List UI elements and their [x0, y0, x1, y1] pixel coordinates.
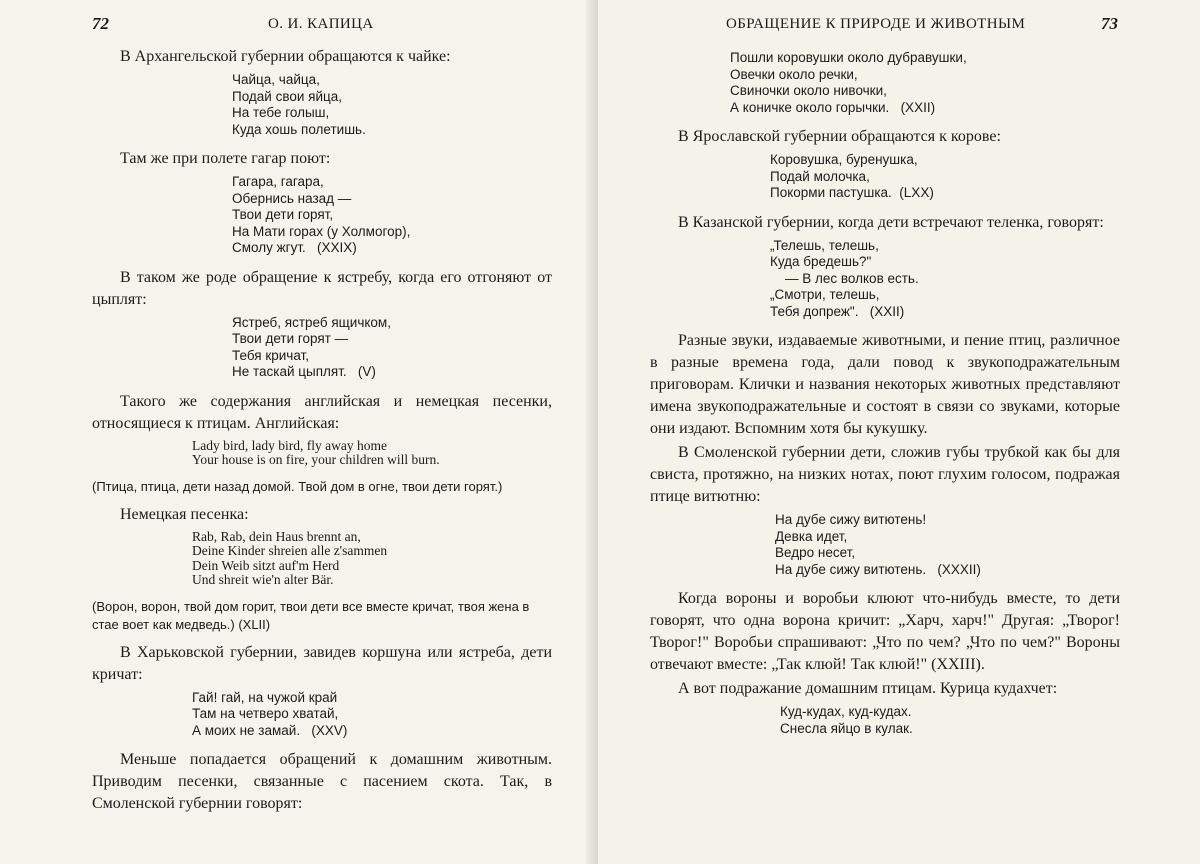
verse-line: Lady bird, lady bird, fly away home	[192, 437, 387, 453]
verse-line: На тебе голыш,	[232, 105, 330, 120]
verse-block	[770, 238, 1120, 321]
right-page	[598, 0, 1200, 864]
verse-block	[192, 439, 552, 468]
paragraph: В Харьковской губернии, завидев коршуна или ястреба, дети кричат:	[92, 643, 552, 683]
verse-line: Куда бредешь?"	[770, 254, 872, 269]
verse-line: Ястреб, ястреб ящичком,	[232, 314, 391, 330]
verse-line: Гагара, гагара,	[232, 174, 324, 189]
verse-block	[780, 704, 1120, 737]
running-head: ОБРАЩЕНИЕ К ПРИРОДЕ И ЖИВОТНЫМ	[726, 16, 1026, 32]
verse-block	[192, 690, 552, 740]
verse-line: Куда хошь полетишь.	[232, 121, 366, 137]
verse-line: „Телешь, телешь,	[770, 237, 879, 253]
paragraph: В Архангельской губернии обращаются к чайке:	[120, 48, 451, 65]
verse-line: На Мати горах (у Холмогор),	[232, 223, 411, 239]
verse-line: А коничке около горычки. (XXII)	[730, 99, 936, 115]
paragraph: А вот подражание домашним птицам. Курица кудахчет:	[678, 680, 1058, 697]
paragraph: Там же при полете гагар поют:	[120, 150, 331, 167]
verse-line: Und shreit wie'n alter Bär.	[192, 572, 334, 587]
verse-line: Ведро несет,	[775, 545, 856, 560]
page-body	[92, 46, 552, 817]
translation-note: (Ворон, ворон, твой дом горит, твои дети все вместе кричат, твоя жена в стае воет как медведь.) (XLII)	[92, 598, 530, 632]
verse-block	[232, 174, 552, 257]
verse-line: Куд-кудах, куд-кудах.	[780, 704, 912, 719]
paragraph: Когда вороны и воробьи клюют что-нибудь вместе, то дети говорят, что одна ворона кричит: „Харч, харч!" Другая: „Творог! Творог!" Воробьи спрашивают: „Что по чем? „Что по чем?" Вороны отвечают вместе: „Так клюй! Так клюй!" (XXIII).	[650, 590, 1120, 673]
verse-line: Снесла яйцо в кулак.	[780, 720, 913, 736]
verse-block	[232, 315, 552, 381]
page-body	[650, 46, 1120, 747]
verse-line: Your house is on fire, your children will burn.	[192, 452, 440, 467]
verse-line: — В лес волков есть.	[770, 270, 919, 286]
paragraph: Меньше попадается обращений к домашним животным. Приводим песенки, связанные с пасением скота. Так, в Смоленской губернии говорят:	[92, 751, 552, 812]
verse-line: Подай свои яйца,	[232, 88, 343, 104]
verse-line: „Смотри, телешь,	[770, 287, 880, 302]
paragraph: Такого же содержания английская и немецкая песенки, относящиеся к птицам. Английская:	[92, 392, 552, 432]
running-head: О. И. КАПИЦА	[268, 16, 374, 32]
verse-line: Пошли коровушки около дубравушки,	[730, 50, 967, 65]
verse-block	[770, 152, 1120, 202]
verse-line: Не таскай цыплят. (V)	[232, 364, 376, 379]
verse-line: Тебя кричат,	[232, 347, 309, 363]
paragraph: Немецкая песенка:	[120, 505, 249, 523]
verse-line: Овечки около речки,	[730, 66, 858, 82]
paragraph: В Казанской губернии, когда дети встречают теленка, говорят:	[678, 213, 1104, 231]
verse-line: Покорми пастушка. (LXX)	[770, 185, 934, 200]
paragraph: В таком же роде обращение к ястребу, когда его отгоняют от цыплят:	[92, 268, 552, 308]
verse-line: Девка идет,	[775, 528, 848, 544]
page-number: 72	[92, 14, 109, 33]
verse-block	[232, 72, 552, 138]
verse-line: Чайца, чайца,	[232, 72, 320, 87]
verse-block	[730, 50, 1120, 116]
page-number: 73	[1101, 14, 1118, 33]
verse-line: Гай! гай, на чужой край	[192, 689, 338, 705]
verse-line: Там на четверо хватай,	[192, 706, 339, 721]
verse-line: Deine Kinder shreien alle z'sammen	[192, 543, 388, 558]
verse-line: Подай молочка,	[770, 168, 870, 184]
verse-line: На дубе сижу витютень. (XXXII)	[775, 561, 981, 577]
left-page	[0, 0, 598, 864]
verse-line: Твои дети горят —	[232, 331, 349, 346]
verse-block	[775, 512, 1120, 578]
verse-line: Тебя допреж". (XXII)	[770, 303, 905, 319]
verse-block	[192, 530, 552, 588]
paragraph: В Смоленской губернии дети, сложив губы трубкой как бы для свиста, протяжно, на низких нотах, поют глухим голосом, подражая птице витютню:	[650, 444, 1120, 505]
paragraph: В Ярославской губернии обращаются к корове:	[678, 128, 1001, 145]
translation-note: (Птица, птица, дети назад домой. Твой дом в огне, твои дети горят.)	[92, 478, 503, 494]
verse-line: На дубе сижу витютень!	[775, 512, 927, 527]
verse-line: Rab, Rab, dein Haus brennt an,	[192, 528, 361, 544]
verse-line: Твои дети горят,	[232, 207, 334, 222]
verse-line: Dein Weib sitzt auf'm Herd	[192, 557, 340, 573]
verse-line: Свиночки около нивочки,	[730, 83, 887, 98]
verse-line: А моих не замай. (XXV)	[192, 722, 348, 738]
paragraph: Разные звуки, издаваемые животными, и пение птиц, различное в разные времена года, дали повод к звукоподражательным приговорам. Клички и названия некоторых животных представляют имена звукоподражательные и состоят в связи со звуками, которые они издают. Вспомним хотя бы кукушку.	[650, 332, 1120, 437]
verse-line: Обернись назад —	[232, 190, 352, 206]
verse-line: Смолу жгут. (XXIX)	[232, 240, 357, 255]
verse-line: Коровушка, буренушка,	[770, 152, 918, 167]
